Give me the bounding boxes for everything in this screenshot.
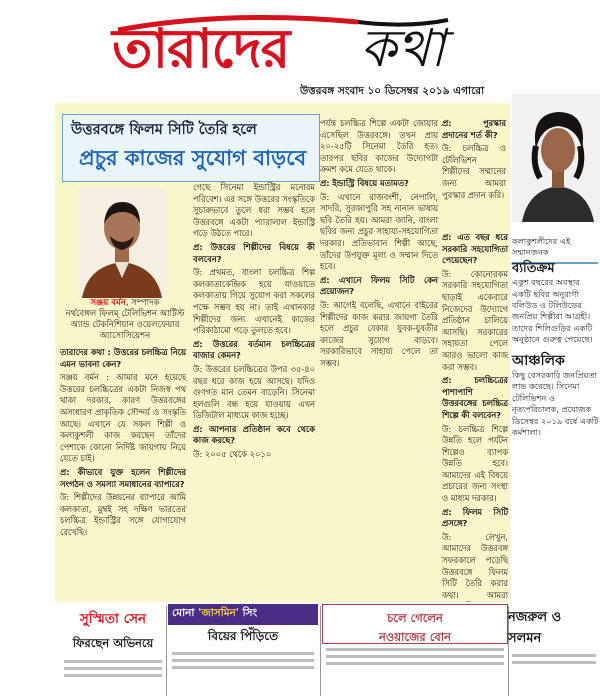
dateline: উত্তরবঙ্গ সংবাদ ১০ ডিসেম্বর ২০১৯ এগারো xyxy=(300,85,485,97)
question: প্র: এখানে ফিলম সিটি কেন প্রয়োজন? xyxy=(320,274,438,297)
article-column-4-top xyxy=(442,118,506,230)
answer: উ: লেখুন, আমাদের উত্তরবঙ্গ সফরকালে পড়েছি উত্তরবঙ্গে ফিলম সিটি তৈরি করার কথা। আমরা xyxy=(442,531,508,600)
answer: উ: চলচ্চিত্র ও টেলিভিশন শিল্পীদের সম্মানের জন্য আমরা পুরস্কার প্রদান করি। xyxy=(442,143,506,200)
teaser-title: নজরুল ও xyxy=(508,610,562,625)
headline-line1: উত্তরবঙ্গে ফিলম সিটি তৈরি হলে xyxy=(71,122,257,138)
answer: পর্যন্ত চলচ্চিত্র শিল্পে একটা জোয়ার এসেছিল উত্তরবঙ্গে। তখন প্রায় ২০-২৫টি সিনেমা তৈরি হত। তারপর ছবির কাজের উদ্যোগটা ক্রমশ কমে যেতে থাকে। xyxy=(320,118,438,175)
logo-black-text: কথা xyxy=(360,19,446,79)
answer: উ: চলচ্চিত্র শিল্পে উন্নতি হলে পর্যটন শিল্পেও ব্যাপক উন্নতি হবে। আমাদের এই বিষয়ে প্রচারের জন্য সংস্থা ও মাধ্যম দরকার। xyxy=(442,423,508,504)
byline-org: নর্থবেঙ্গল ফিলম্ টেলিভিশন আর্টিস্ট অ্যান্ড টেকনিশিয়ান ওয়েলফেয়ার অ্যাসোসিয়েশন xyxy=(65,309,185,341)
teaser-title-a: মোনা xyxy=(172,607,199,619)
article-column-3 xyxy=(320,118,438,592)
teaser-title-highlight: 'জাসমিন' xyxy=(198,607,240,619)
teaser-text-lines xyxy=(60,660,166,677)
bottom-teasers xyxy=(0,602,600,700)
question: প্র: এত বছর ধরে সরকারি সহযোগিতা পেয়েছেন? xyxy=(442,232,508,266)
question: প্র: উত্তরের শিল্পীদের বিষয়ে কী বলবেন? xyxy=(193,241,315,264)
answer: সঞ্জয় বর্মন : আমার মনে হয়েছে উত্তরের চলচ্চিত্রের একটা নিজস্ব পথ থাকা দরকার, কারণ উত্তরবঙ্গের অসাধারণ প্রাকৃতিক সৌন্দর্য ও সংস্কৃতি আছে। এখানে যে সকল শিল্পী ও কলাকুশলী কাজ করছেন তাঁদের পেশাকে কোনো নির্দিষ্ট জায়গায় নিয়ে যেতে চাই। xyxy=(60,372,186,464)
right-heading-2: আঞ্চলিক xyxy=(512,352,565,369)
teaser-title-b: সিং xyxy=(239,607,258,619)
right-snippet: কলাকুশলীদের এই সম্মানজনক xyxy=(512,236,571,258)
teaser-title: সুস্মিতা সেন xyxy=(79,611,147,627)
right-column xyxy=(512,236,600,441)
teaser-frame xyxy=(322,604,508,644)
answer: গেছে সিনেমা ইন্ডাস্ট্রির মনোরম পরিবেশ। এর সঙ্গে উত্তরের সংস্কৃতিকে সুচারুভাবে তুলে ধরা সম্ভব হলে উত্তরবঙ্গে একটা প্যারালাল ইন্ডাস্ট্রি গড়ে উঠতে পারে। xyxy=(193,182,315,239)
byline-name: সঞ্জয় বর্মন xyxy=(90,298,126,308)
answer: উ: আগেই বলেছি, এখানে বাইরের শিল্পীদের কাজ করার জায়গা তৈরি হলে প্রচুর বেকার যুবক-যুবতীর কাজের সুযোগ বাড়বে। সরকারিভাবে সাহায্য পেলে তা সম্ভব। xyxy=(320,299,438,368)
answer: উ: ২০০৫ থেকে ২০১০ xyxy=(193,449,272,460)
article-column-1 xyxy=(60,347,186,591)
right-text-1: একুশ বছরের অবস্থার একটি ছবির অনুরাগী বলিউড ও টলিউডের জনপ্রিয় শিল্পীরা আগ্রহী। তাদের শিলিগুড়ির একটি অনুষ্ঠানে গুরুত্ব পেয়েছে। xyxy=(512,277,593,345)
teaser-subtitle: বিয়ের পিঁড়িতে xyxy=(207,629,279,643)
teaser-text-lines xyxy=(168,652,318,669)
teaser-nazrul-salman[interactable] xyxy=(508,602,600,700)
answer: উ: শিল্পীদের উন্নয়নের ব্যাপারে আমি কলকাতা, মুম্বই সহ দক্ষিণ ভারতের চলচ্চিত্র ইন্ডাস্ট্রির সঙ্গে যোগাযোগ রেখেছি। xyxy=(60,492,186,537)
question: প্র: ফিলম সিটি প্রসঙ্গে? xyxy=(442,506,508,529)
question: প্র: চলচ্চিত্রের পাশাপাশি উত্তরবঙ্গের চলচ্চিত্র শিল্পে কী বলবেন? xyxy=(442,375,508,420)
teaser-subtitle: সলমন xyxy=(508,631,542,646)
teaser-title: চলে গেলেন xyxy=(387,611,443,625)
answer: উ: এখানে রাজবংশী, নেপালি, সাদরি, সুরজাপুরি সহ নানান ভাষায় ছবি তৈরি হয়। আমরা জানি, বাংলা ছবির জন্য প্রচুর সাহায্য-সহযোগিতা দরকার। প্রতিভাবান শিল্পী আছে, তাঁদের উপযুক্ত মূল্য ও সম্মান দিতে হবে। xyxy=(320,191,438,272)
byline-role: , সম্পাদক xyxy=(125,298,160,308)
headline-box xyxy=(62,114,320,182)
byline xyxy=(60,298,190,342)
headline-line2: প্রচুর কাজের সুযোগ বাড়বে xyxy=(79,146,307,170)
article-column-4 xyxy=(442,232,508,600)
logo-red-text: তারাদের xyxy=(112,16,290,80)
teaser-subtitle: ফিরছেন অভিনয়ে xyxy=(72,636,154,650)
teaser-sushmita[interactable] xyxy=(60,602,166,700)
teaser-mona-singh[interactable] xyxy=(168,604,318,700)
masthead xyxy=(0,0,600,112)
right-heading-1: ব্যতিক্রম xyxy=(512,260,555,276)
teaser-banner xyxy=(168,604,318,625)
teaser-text-lines xyxy=(508,654,600,664)
answer: উ: কোনোরকম সরকারি সহযোগিতা ছাড়াই একেবারে নিজেদের উদ্যোগে প্রতিষ্ঠান চালিয়ে আসছি। সরকারের সহায়তা পেলে আরও ভালো কাজ করা সম্ভব। xyxy=(442,268,508,372)
tint-top xyxy=(62,103,510,113)
divider xyxy=(320,606,321,696)
question: প্র: ইন্ডাস্ট্রি বিষয়ে মতামত? xyxy=(320,177,409,188)
teaser-nawaz-sister[interactable] xyxy=(322,604,508,700)
teaser-text-lines xyxy=(322,648,508,665)
answer: উ: প্রথমত, বাংলা চলচ্চিত্র শিল্প কলকাতাকেন্দ্রিক হয়ে যাওয়াতে কলকাতায় গিয়ে সুযোগ করা সকলের পক্ষে সম্ভব হয় না। তাই এখানকার শিল্পীদের জন্য এখানেই কাজের পরিকাঠামো গড়ে তুলতে হবে। xyxy=(193,267,315,336)
right-photo xyxy=(512,94,600,222)
question: প্র: কীভাবে যুক্ত হলেন শিল্পীদের সংগঠন ও সমস্যা সমাধানের ব্যাপারে? xyxy=(60,466,186,489)
question: প্র: আপনার প্রতিষ্ঠান কবে থেকে কাজ করছে? xyxy=(193,423,315,446)
article-column-2 xyxy=(193,182,315,592)
portrait-illustration-icon xyxy=(78,188,166,298)
answer: উ: উত্তরের চলচ্চিত্রের উপর ৩৫-৪০ বছর ধরে কাজ হয়ে আসছে। যদিও গুণগত মান তেমন বাড়েনি। সিনেমা হলগুলি বন্ধ হয়ে যাওয়ায় এখন ডিজিটাল মাধ্যমে কাজ হচ্ছে। xyxy=(193,363,315,421)
right-text-2: কিছু বেসরকারি জনপ্রিয়তা লাভ করেছে। সিনেমা টেলিভিশন ও নৃত্যপরিচালক, প্রযোজক ডিসেম্বর ২০১৯ বর্ষে একটি কর্মশালা। xyxy=(512,370,599,438)
portrait-photo xyxy=(78,188,166,298)
divider xyxy=(166,606,167,696)
question: প্র: উত্তরের বর্তমান চলচ্চিত্রের বাজার কেমন? xyxy=(193,338,315,361)
question: তারাদের কথা : উত্তরের চলচ্চিত্র নিয়ে এমন ভাবনা কেন? xyxy=(60,347,186,369)
teaser-subtitle: নওয়াজের বোন xyxy=(379,630,451,644)
person-photo-icon xyxy=(512,94,600,222)
question: প্র: পুরস্কার প্রদানের শর্ত কী? xyxy=(442,118,506,140)
